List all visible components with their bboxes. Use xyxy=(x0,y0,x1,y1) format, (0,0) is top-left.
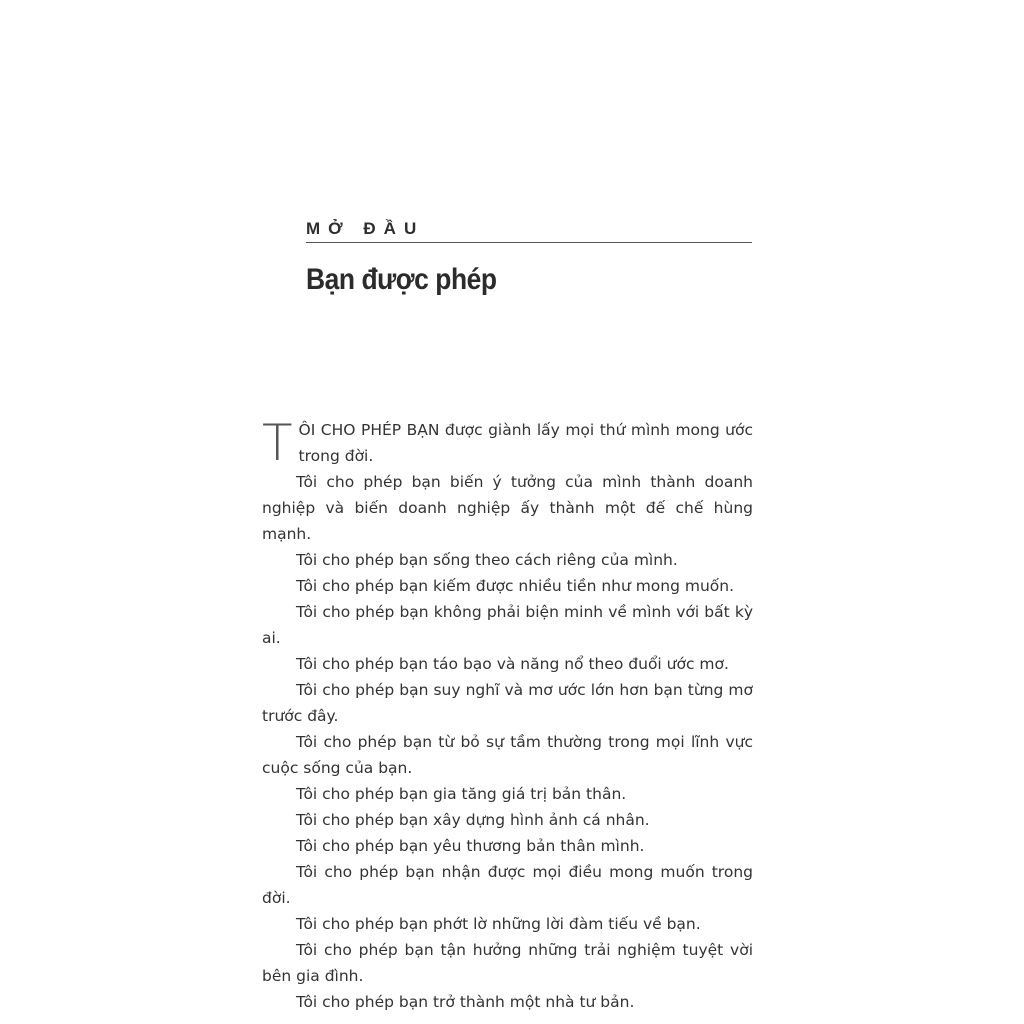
paragraph-first xyxy=(262,414,753,472)
paragraph: Tôi cho phép bạn táo bạo và năng nổ theo đuổi ước mơ. xyxy=(296,655,729,673)
paragraph-first-text: ÔI CHO PHÉP BẠN được giành lấy mọi thứ mình mong ước trong đời. xyxy=(298,421,753,465)
drop-cap: T xyxy=(262,414,293,472)
body-text xyxy=(262,414,753,1015)
paragraph: Tôi cho phép bạn trở thành một nhà tư bản. xyxy=(296,993,635,1011)
paragraph: Tôi cho phép bạn phớt lờ những lời đàm tiếu về bạn. xyxy=(296,915,701,933)
paragraph: Tôi cho phép bạn xây dựng hình ảnh cá nhân. xyxy=(296,811,650,829)
paragraph: Tôi cho phép bạn từ bỏ sự tầm thường trong mọi lĩnh vực cuộc sống của bạn. xyxy=(262,733,753,777)
paragraph: Tôi cho phép bạn nhận được mọi điều mong muốn trong đời. xyxy=(262,863,753,907)
paragraph: Tôi cho phép bạn gia tăng giá trị bản thân. xyxy=(296,785,627,803)
paragraph: Tôi cho phép bạn kiếm được nhiều tiền như mong muốn. xyxy=(296,577,735,595)
paragraph: Tôi cho phép bạn suy nghĩ và mơ ước lớn hơn bạn từng mơ trước đây. xyxy=(262,681,753,725)
paragraph: Tôi cho phép bạn biến ý tưởng của mình thành doanh nghiệp và biến doanh nghiệp ấy thành một đế chế hùng mạnh. xyxy=(262,473,753,543)
chapter-title: Bạn được phép xyxy=(306,263,497,296)
paragraph: Tôi cho phép bạn yêu thương bản thân mình. xyxy=(296,837,645,855)
paragraph: Tôi cho phép bạn không phải biện minh về mình với bất kỳ ai. xyxy=(262,603,753,647)
paragraph: Tôi cho phép bạn sống theo cách riêng của mình. xyxy=(296,551,678,569)
paragraph: Tôi cho phép bạn tận hưởng những trải nghiệm tuyệt vời bên gia đình. xyxy=(262,941,753,985)
chapter-label: MỞ ĐẦU xyxy=(306,218,752,243)
